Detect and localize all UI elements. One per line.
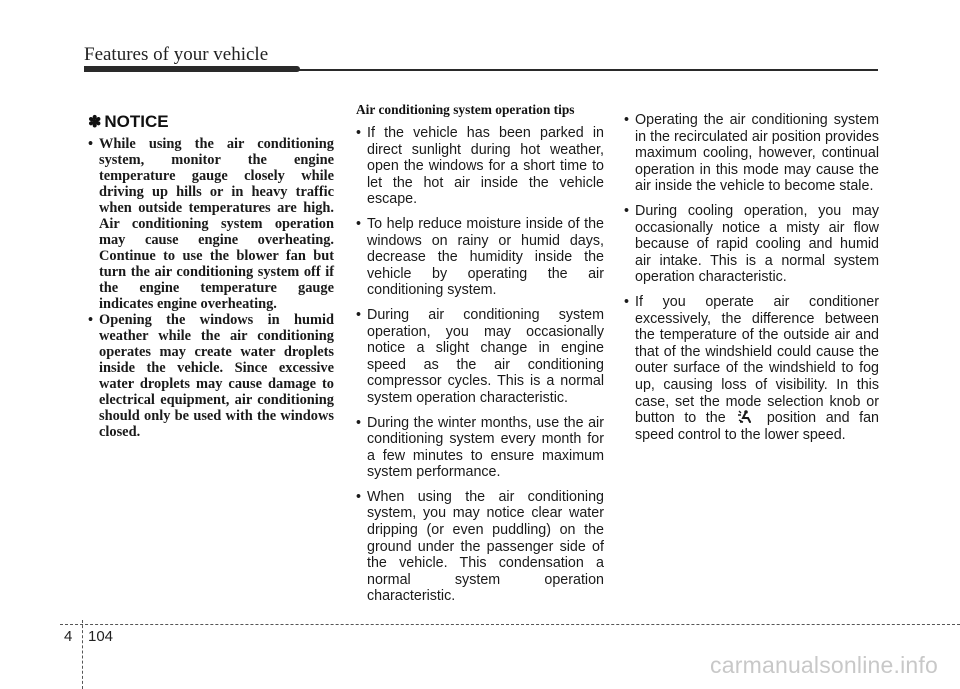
notice-column xyxy=(88,108,334,440)
list-item: • Operating the air conditioning system in the recirculated air position provides maximum cooling, however, continual operation in this mode may cause the air inside the vehicle to become stale. xyxy=(624,112,879,195)
list-item: • While using the air conditioning system, monitor the engine temperature gauge closely while driving up hills or in heavy traffic when outside temperatures are high. Air conditioning system operation may cause engine overheating. Continue to use the blower fan but turn the air conditioning system off if the engine temperature gauge indicates engine overheating. xyxy=(88,136,334,312)
list-item: • During air conditioning system operation, you may occasionally notice a slight change in engine speed as the air conditioning compressor cycles. This is a normal system operation characteristic. xyxy=(356,306,604,406)
list-item: • If you operate air conditioner excessively, the difference between the temperature of the outside air and that of the windshield could cause the outer surface of the windshield to fog up, causing loss of visibility. In this case, set the mode selection knob or button to the position and fan speed control to the lower speed. xyxy=(624,293,879,443)
list-item: • If the vehicle has been parked in direct sunlight during hot weather, open the windows for a short time to let the hot air inside the vehicle escape. xyxy=(356,125,604,208)
footer-divider xyxy=(82,620,83,689)
notice-heading-text: NOTICE xyxy=(104,112,169,131)
notice-list xyxy=(88,136,334,440)
list-item: • When using the air conditioning system, you may notice clear water dripping (or even puddling) on the ground under the passenger side of the vehicle. This condensation a normal system operation characteristic. xyxy=(356,488,604,605)
header-rule-thin xyxy=(296,69,878,71)
tips-list xyxy=(356,125,604,605)
page-number: 104 xyxy=(88,628,114,645)
page-section-title: Features of your vehicle xyxy=(84,44,269,65)
notice-star-icon: ✽ xyxy=(88,114,102,131)
list-item: • Opening the windows in humid weather while the air conditioning operates may create water droplets inside the vehicle. Since excessive water droplets may cause damage to electrical equipment, air conditioning should only be used with the windows closed. xyxy=(88,312,334,440)
tips-column xyxy=(356,102,604,613)
list-item: • During the winter months, use the air conditioning system every month for a few minutes to ensure maximum system performance. xyxy=(356,414,604,481)
tips-heading: Air conditioning system operation tips xyxy=(356,102,575,117)
floor-defrost-mode-icon xyxy=(737,410,755,423)
header-rule-thick xyxy=(84,66,300,72)
footer-rule xyxy=(60,624,960,625)
tips-continued-column xyxy=(624,112,879,451)
watermark: carmanualsonline.info xyxy=(710,652,938,678)
list-item: • To help reduce moisture inside of the windows on rainy or humid days, decrease the humidity inside the vehicle by operating the air conditioning system. xyxy=(356,215,604,299)
notice-heading xyxy=(88,112,334,132)
tips-list-continued xyxy=(624,112,879,443)
chapter-number: 4 xyxy=(64,628,73,645)
list-item: • During cooling operation, you may occasionally notice a misty air flow because of rapid cooling and humid air intake. This is a normal system operation characteristic. xyxy=(624,202,879,286)
